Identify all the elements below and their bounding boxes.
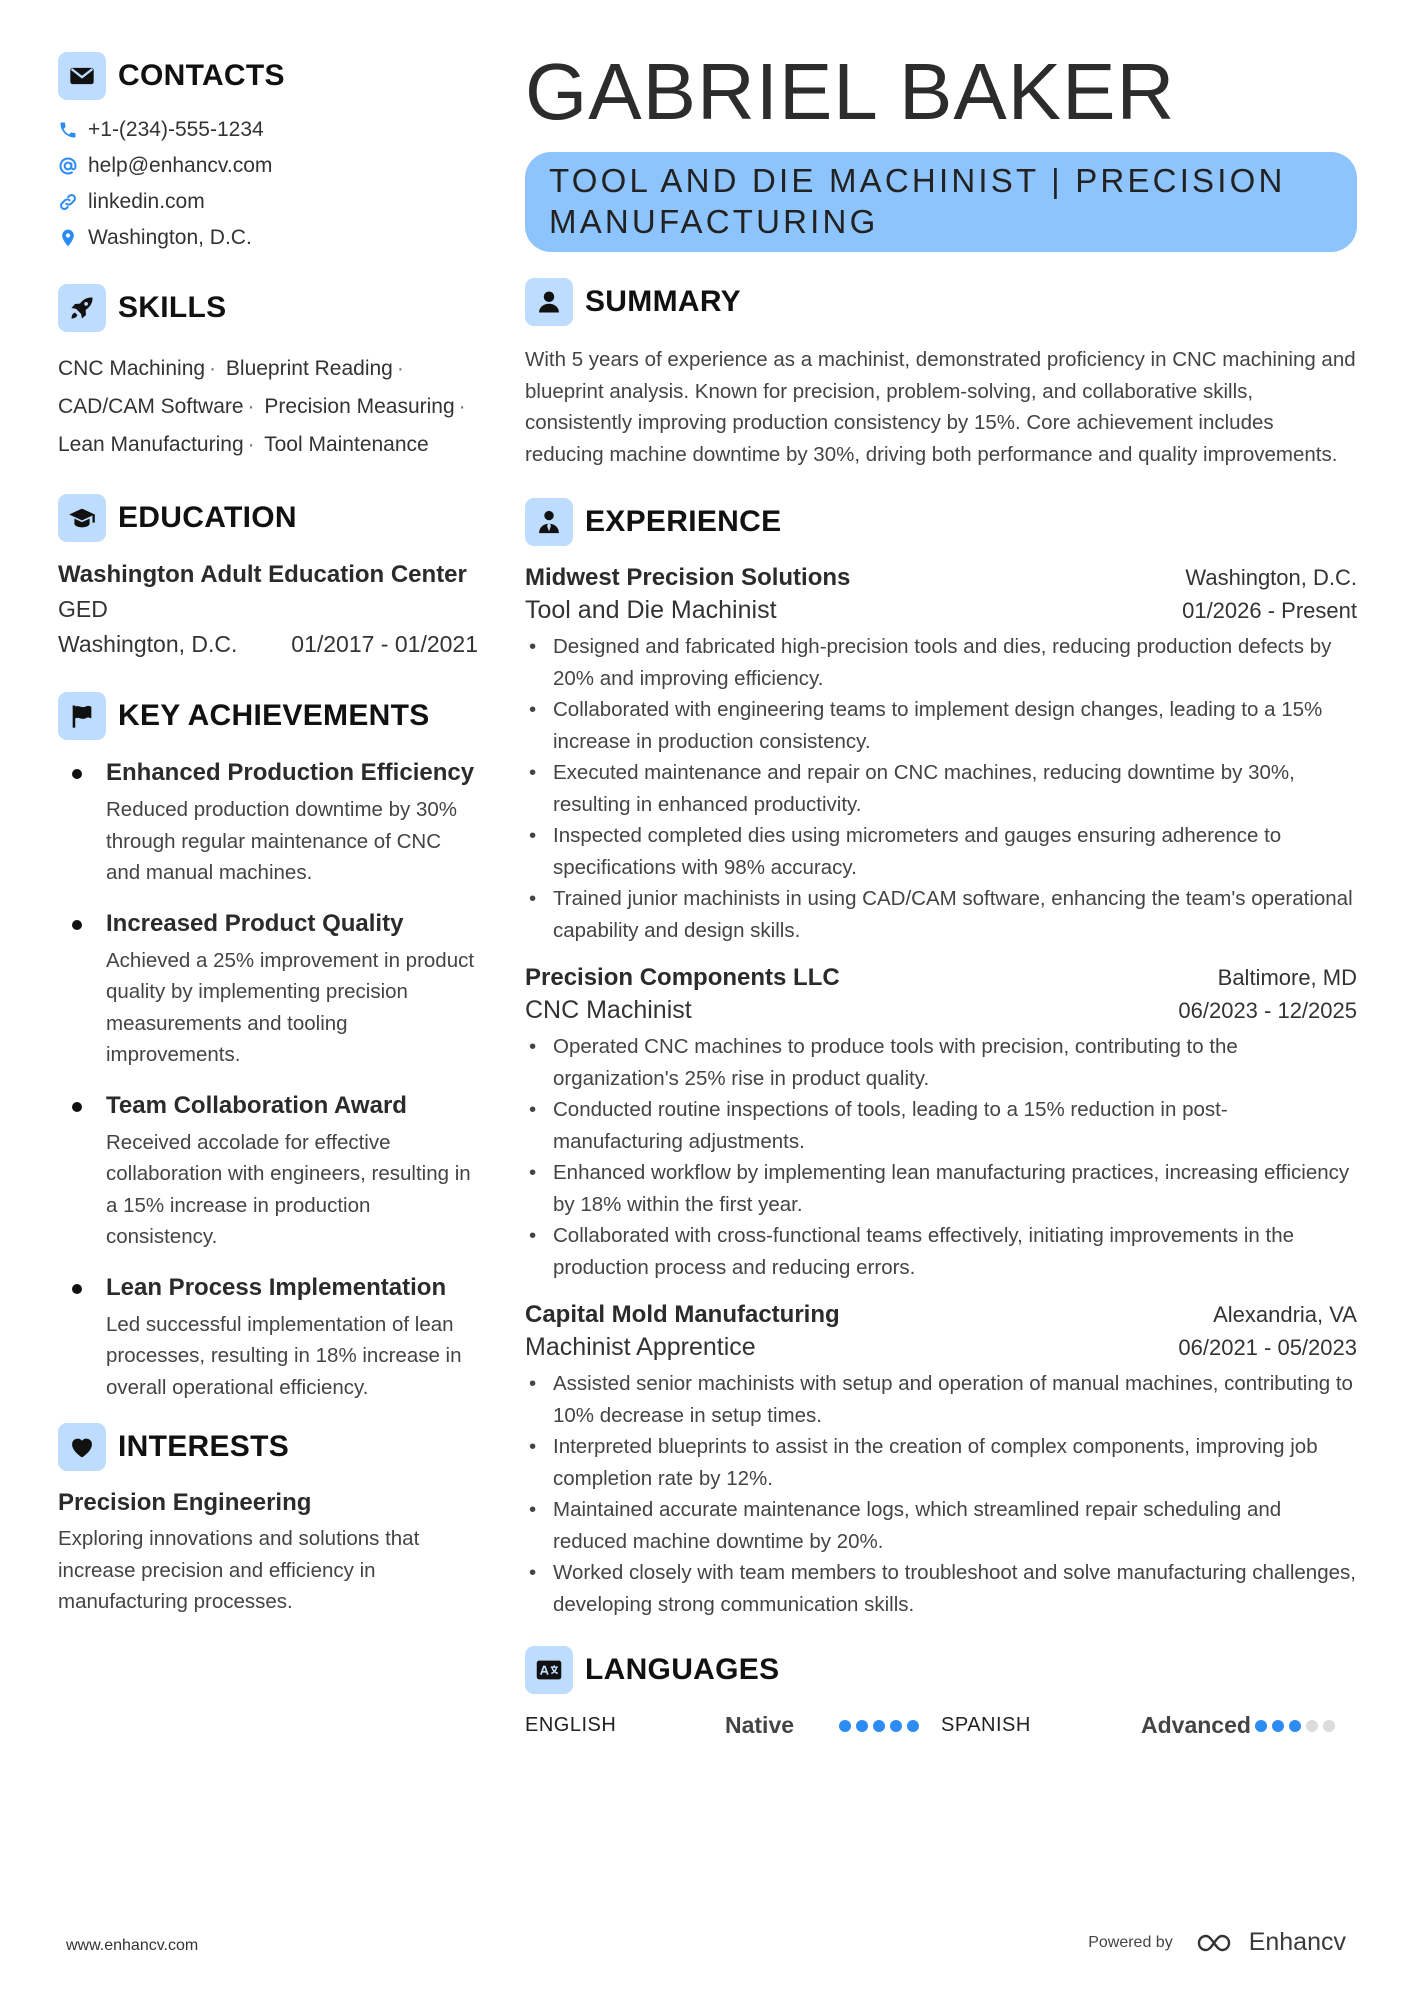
- interest-desc: Exploring innovations and solutions that increase precision and efficiency in manufacturing processes.: [58, 1527, 420, 1613]
- interest-title: Precision Engineering: [58, 1489, 312, 1516]
- email-text: help@enhancv.com: [88, 154, 273, 177]
- job-header: [525, 564, 1357, 592]
- achievements-header: [58, 692, 478, 740]
- languages-list: [525, 1712, 1357, 1739]
- rating-dot: [1306, 1720, 1318, 1732]
- rating-dot: [907, 1720, 919, 1732]
- rating-dot: [1272, 1720, 1284, 1732]
- achievement-item: [58, 1273, 478, 1404]
- skill-item: CAD/CAM Software: [58, 395, 244, 418]
- job-entry: [525, 1301, 1357, 1620]
- language-level: Advanced: [1141, 1712, 1251, 1738]
- achievement-desc: Received accolade for effective collaboration with engineers, resulting in a 15% increase in production consistency.: [106, 1130, 471, 1248]
- experience-header: [525, 498, 1357, 546]
- job-bullet: • Executed maintenance and repair on CNC machines, reducing downtime by 30%, resulting in enhanced productivity.: [525, 757, 1357, 820]
- achievement-title: Team Collaboration Award: [106, 1091, 407, 1119]
- right-column: [525, 47, 1357, 1739]
- rocket-icon: [58, 284, 106, 332]
- job-bullet: • Enhanced workflow by implementing lean manufacturing practices, increasing efficiency by 18% within the first year.: [525, 1157, 1357, 1220]
- job-bullet: • Maintained accurate maintenance logs, which streamlined repair scheduling and reduced machine downtime by 20%.: [525, 1494, 1357, 1557]
- job-dates: 06/2023 - 12/2025: [1178, 998, 1357, 1023]
- skills-heading: SKILLS: [118, 291, 227, 324]
- job-role: Tool and Die Machinist: [525, 596, 777, 624]
- job-role: Machinist Apprentice: [525, 1333, 756, 1361]
- job-bullet: • Worked closely with team members to troubleshoot and solve manufacturing challenges, developing strong communication skills.: [525, 1557, 1357, 1620]
- rating-dot: [839, 1720, 851, 1732]
- job-bullet: • Assisted senior machinists with setup and operation of manual machines, contributing to 10% decrease in setup times.: [525, 1368, 1357, 1431]
- translate-icon: [525, 1646, 573, 1694]
- language-name: ENGLISH: [525, 1714, 617, 1736]
- job-company: Capital Mold Manufacturing: [525, 1301, 840, 1328]
- experience-heading: EXPERIENCE: [585, 505, 782, 538]
- education-location: Washington, D.C.: [58, 631, 238, 657]
- skill-item: Tool Maintenance: [264, 433, 429, 456]
- job-location: Alexandria, VA: [1213, 1302, 1357, 1327]
- phone-icon: [58, 120, 78, 140]
- job-subheader: [525, 996, 1357, 1025]
- contact-linkedin[interactable]: [58, 190, 478, 214]
- businessman-icon: [525, 498, 573, 546]
- language-rating: [839, 1720, 919, 1732]
- job-header: [525, 964, 1357, 992]
- job-entry: [525, 564, 1357, 946]
- contacts-heading: CONTACTS: [118, 59, 285, 92]
- graduation-cap-icon: [58, 494, 106, 542]
- skills-header: [58, 284, 478, 332]
- contacts-section: [58, 52, 478, 250]
- language-rating: [1255, 1720, 1335, 1732]
- location-text: Washington, D.C.: [88, 226, 252, 249]
- job-subheader: [525, 1333, 1357, 1362]
- rating-dot: [856, 1720, 868, 1732]
- rating-dot: [890, 1720, 902, 1732]
- languages-section: [525, 1646, 1357, 1739]
- experience-section: [525, 498, 1357, 1620]
- job-company: Precision Components LLC: [525, 964, 840, 991]
- brand-name: Enhancv: [1248, 1928, 1346, 1956]
- bullet-dot: [72, 920, 82, 930]
- powered-by-text: Powered by: [1088, 1933, 1173, 1951]
- envelope-icon: [58, 52, 106, 100]
- at-icon: [58, 156, 78, 176]
- flag-icon: [58, 692, 106, 740]
- skill-item: Lean Manufacturing: [58, 433, 244, 456]
- skill-item: Blueprint Reading: [225, 357, 393, 380]
- enhancv-logo-icon: [1195, 1931, 1241, 1955]
- job-bullet: • Operated CNC machines to produce tools with precision, contributing to the organization's 25% rise in product quality.: [525, 1031, 1357, 1094]
- summary-text: With 5 years of experience as a machinist, demonstrated proficiency in CNC machining and blueprint analysis. Known for precision, problem-solving, and collaborative skills, consistently improving production consistency by 15%. Core achievement includes reducing machine downtime by 30%, driving both performance and quality improvements.: [525, 348, 1356, 466]
- job-dates: 01/2026 - Present: [1182, 598, 1357, 623]
- language-level: Native: [725, 1712, 795, 1738]
- achievement-title: Increased Product Quality: [106, 909, 404, 937]
- job-bullet: • Conducted routine inspections of tools, leading to a 15% reduction in post-manufacturing adjustments.: [525, 1094, 1357, 1157]
- achievements-heading: KEY ACHIEVEMENTS: [118, 699, 430, 732]
- rating-dot: [1323, 1720, 1335, 1732]
- bullet-dot: [72, 1102, 82, 1112]
- skills-section: [58, 284, 478, 464]
- job-role: CNC Machinist: [525, 996, 692, 1024]
- job-subheader: [525, 596, 1357, 625]
- job-dates: 06/2021 - 05/2023: [1178, 1335, 1357, 1360]
- rating-dot: [1255, 1720, 1267, 1732]
- achievement-title: Lean Process Implementation: [106, 1273, 447, 1301]
- contact-phone[interactable]: [58, 118, 478, 142]
- language-item: [941, 1712, 1357, 1739]
- job-bullet: • Designed and fabricated high-precision tools and dies, reducing production defects by 20% and improving efficiency.: [525, 631, 1357, 694]
- job-bullet: • Trained junior machinists in using CAD/CAM software, enhancing the team's operational capability and design skills.: [525, 883, 1357, 946]
- achievement-desc: Achieved a 25% improvement in product quality by implementing precision measurements and tooling improvements.: [106, 948, 475, 1066]
- achievement-item: [58, 909, 478, 1071]
- bullet-dot: [72, 769, 82, 779]
- left-column: [58, 52, 478, 1618]
- education-dates: 01/2017 - 01/2021: [291, 631, 478, 657]
- linkedin-text: linkedin.com: [88, 190, 205, 213]
- education-section: [58, 494, 478, 658]
- summary-heading: SUMMARY: [585, 285, 741, 318]
- bullet-dot: [72, 1284, 82, 1294]
- job-bullet: • Interpreted blueprints to assist in the creation of complex components, improving job completion rate by 12%.: [525, 1431, 1357, 1494]
- phone-text: +1-(234)-555-1234: [88, 118, 264, 141]
- skill-item: CNC Machining: [58, 357, 206, 380]
- education-header: [58, 494, 478, 542]
- candidate-title: TOOL AND DIE MACHINIST | PRECISION MANUFACTURING: [525, 152, 1357, 252]
- interests-heading: INTERESTS: [118, 1430, 290, 1463]
- achievement-desc: Reduced production downtime by 30% through regular maintenance of CNC and manual machines.: [106, 798, 457, 884]
- job-location: Washington, D.C.: [1185, 565, 1357, 590]
- education-meta: [58, 631, 478, 658]
- job-bullets: [525, 631, 1357, 946]
- summary-header: [525, 278, 1357, 326]
- rating-dot: [1289, 1720, 1301, 1732]
- rating-dot: [873, 1720, 885, 1732]
- location-pin-icon: [58, 228, 78, 248]
- job-header: [525, 1301, 1357, 1329]
- education-degree: GED: [58, 596, 108, 622]
- contacts-header: [58, 52, 478, 100]
- education-heading: EDUCATION: [118, 501, 297, 534]
- achievements-section: [58, 692, 478, 1403]
- candidate-name: GABRIEL BAKER: [525, 47, 1176, 136]
- job-entry: [525, 964, 1357, 1283]
- languages-heading: LANGUAGES: [585, 1653, 780, 1686]
- job-bullet: • Inspected completed dies using micrometers and gauges ensuring adherence to specifications with 98% accuracy.: [525, 820, 1357, 883]
- language-item: [525, 1712, 941, 1739]
- job-bullet: • Collaborated with engineering teams to implement design changes, leading to a 15% increase in production consistency.: [525, 694, 1357, 757]
- contact-location: [58, 226, 478, 250]
- skills-list: CNC Machining · Blueprint Reading · CAD/CAM Software · Precision Measuring · Lean Manufacturing · Tool Maintenance: [58, 357, 466, 456]
- job-bullets: [525, 1031, 1357, 1283]
- footer-website[interactable]: www.enhancv.com: [66, 1937, 199, 1954]
- language-name: SPANISH: [941, 1714, 1031, 1736]
- job-company: Midwest Precision Solutions: [525, 564, 851, 591]
- achievement-title: Enhanced Production Efficiency: [106, 759, 475, 786]
- interests-section: [58, 1423, 478, 1618]
- achievement-desc: Led successful implementation of lean processes, resulting in 18% increase in overall operational efficiency.: [106, 1312, 462, 1399]
- achievement-item: [58, 1091, 478, 1253]
- job-bullet: • Collaborated with cross-functional teams effectively, initiating improvements in the production process and reducing errors.: [525, 1220, 1357, 1283]
- achievement-item: [58, 758, 478, 889]
- link-icon: [58, 192, 78, 212]
- interests-header: [58, 1423, 478, 1471]
- job-bullets: [525, 1368, 1357, 1620]
- languages-header: [525, 1646, 1357, 1694]
- footer-branding: [1088, 1928, 1346, 1957]
- brand-logo[interactable]: [1195, 1928, 1346, 1957]
- skill-item: Precision Measuring: [264, 395, 455, 418]
- heart-icon: [58, 1423, 106, 1471]
- user-icon: [525, 278, 573, 326]
- education-school: Washington Adult Education Center: [58, 561, 467, 588]
- contact-email[interactable]: [58, 154, 478, 178]
- job-location: Baltimore, MD: [1217, 965, 1357, 990]
- summary-section: [525, 278, 1357, 470]
